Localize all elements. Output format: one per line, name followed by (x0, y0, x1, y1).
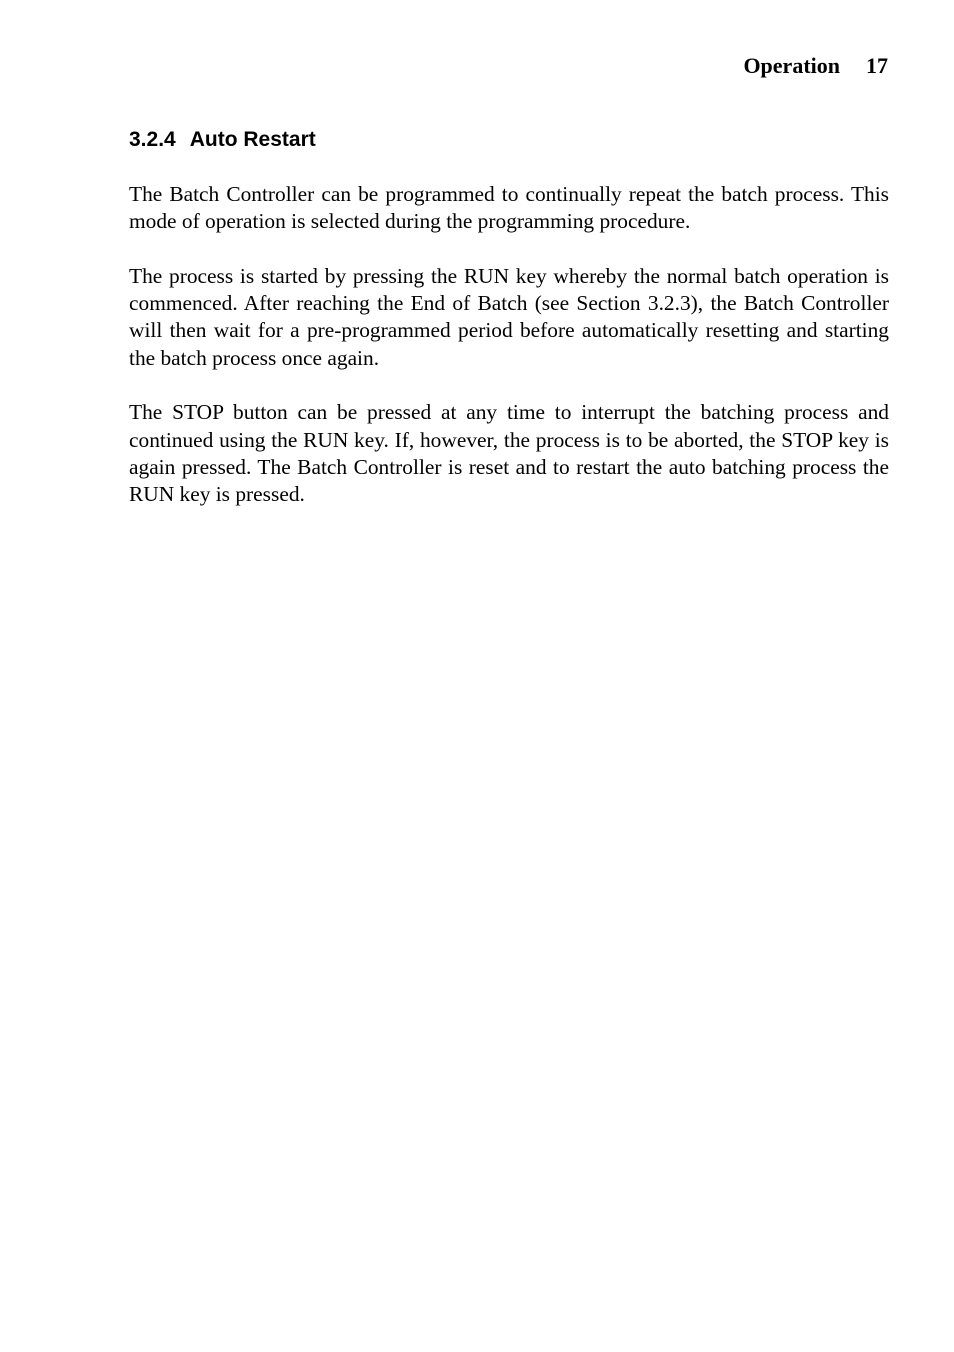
paragraph: The process is started by pressing the RUN key whereby the normal batch operation is commenced. After reaching the End of Batch (see Section 3.2.3), the Batch Controller will then wait for a pre-programmed period before automatically resetting and starting the batch process once again. (129, 263, 889, 370)
header-title: Operation (743, 53, 840, 78)
section-number: 3.2.4 (129, 128, 176, 151)
body-text (129, 181, 889, 536)
paragraph: The Batch Controller can be programmed to continually repeat the batch process. This mode of operation is selected during the programming procedure. (129, 182, 889, 234)
paragraph: The STOP button can be pressed at any time to interrupt the batching process and continued using the RUN key. If, however, the process is to be aborted, the STOP key is again pressed. The Batch Controller is reset and to restart the auto batching process the RUN key is pressed. (129, 400, 889, 507)
section-title: Auto Restart (189, 128, 316, 151)
section-heading (129, 126, 316, 154)
page-number: 17 (866, 53, 888, 78)
running-header (743, 52, 888, 80)
